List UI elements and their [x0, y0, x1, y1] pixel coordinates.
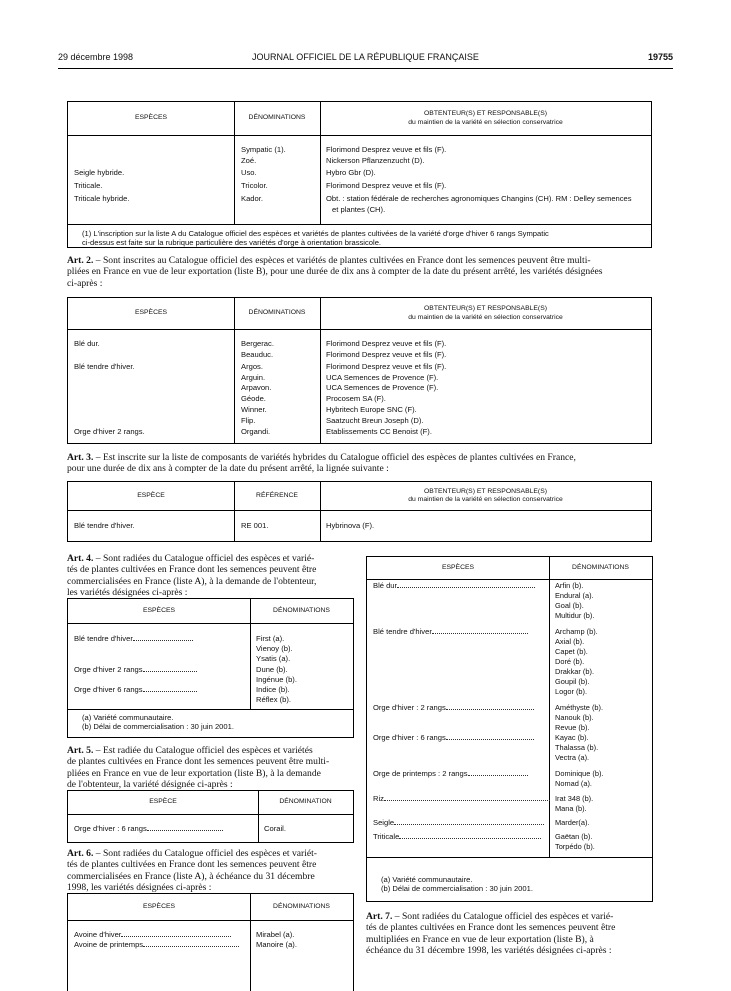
list-item: Orge de printemps : 2 rangs	[373, 770, 528, 778]
article-5: Art. 5. – Est radiée du Catalogue officiel des espèces et variétés de plantes cultivées en France dont les semences peuvent être multi- pliées en France en vue de leur exportation (liste B), à la demande de l'obtenteur, la variété désignée ci-après :	[67, 745, 330, 790]
col-header-denomination: DÉNOMINATION	[279, 798, 332, 806]
list-item: Orge d'hiver : 6 rangs	[373, 734, 534, 742]
table-row: Beauduc.	[241, 350, 274, 359]
table-2: ESPÈCES DÉNOMINATIONS OBTENTEUR(S) ET RESPONSABLE(S) du maintien de la variété en sélection conservatrice Blé dur. Bergerac. Florimond Desprez veuve et fils (F). Beauduc. Florimond Desprez veuve et fils (F). Blé tendre d'hiver. Argos. Florimond Desprez veuve et fils (F). Arguin. UCA Semences de Provence (F). Arpavon. UCA Semences de Provence (F). Géode. Procosem SA (F). Winner. Hybritech Europe SNC (F). Flip. Saatzucht Breun Joseph (D). Orge d'hiver 2 rangs. Organdi. Etablissements CC Benoist (F).	[67, 297, 652, 444]
table-row: Blé tendre d'hiver.	[74, 362, 135, 371]
col-header-especes: ESPÈCES	[142, 902, 176, 910]
article-2: Art. 2. – Sont inscrites au Catalogue officiel des espèces et variétés de plantes cultivées en France dont les semences peuvent être multi- pliées en France en vue de leur exportation (liste B), pour une durée de dix ans à compter de la date du présent arrêté, les variétés désignées ci-après :	[67, 255, 603, 289]
list-item: Blé dur	[373, 582, 535, 590]
col-header-espece: ESPÈCE	[149, 798, 177, 806]
table-row: Orge d'hiver 2 rangs	[74, 666, 197, 674]
journal-title: JOURNAL OFFICIEL DE LA RÉPUBLIQUE FRANÇAISE	[252, 52, 479, 62]
table-7: ESPÈCES DÉNOMINATIONS Blé dur Arfin (b). Endural (a). Goal (b). Multidur (b). Blé tendre d'hiver Archamp (b). Axial (b). Capet (b). Doré (b). Drakkar (b). Goupil (b). Logor (b). Orge d'hiver : 2 rangs Améthyste (b). Nanouk (b). Revue (b). Orge d'hiver : 6 rangs Kayac (b). Thalassa (b). Vectra (a). Orge de printemps : 2 rangs Dominique (b). Nomad (a). Riz Irat 348 (b). Mana (b). Seigle Marder(a). Triticale Gaëtan (b). Torpédo (b). (a) Variété communautaire. (b) Délai de commercialisation : 30 juin 2001.	[366, 556, 653, 902]
table-4: ESPÈCES DÉNOMINATIONS Blé tendre d'hiver First (a). Vienoy (b). Ysatis (a). Orge d'hiver 2 rangs Dune (b). Ingénue (b). Orge d'hiver 6 rangs Indice (b). Réflex (b). (a) Variété communautaire. (b) Délai de commercialisation : 30 juin 2001.	[67, 598, 354, 738]
col-header-denominations: DÉNOMINATIONS	[273, 606, 330, 614]
col-header-especes: ESPÈCES	[142, 606, 176, 614]
list-item: Riz	[373, 795, 550, 803]
article-7: Art. 7. – Sont radiées du Catalogue officiel des espèces et varié- tés de plantes cultivées en France dont les semences peuvent être multipliées en France en vue de leur exportation (liste B), à échéance du 31 décembre 1998, les variétés désignées ci-après :	[366, 911, 616, 956]
col-header-especes: ESPÈCES	[134, 309, 168, 317]
col-header-denominations: DÉNOMINATIONS	[572, 563, 629, 571]
table-row: Triticale hybride.	[74, 194, 130, 203]
table-row: Avoine d'hiver	[74, 931, 231, 939]
article-3: Art. 3. – Est inscrite sur la liste de composants de variétés hybrides du Catalogue officiel des espèces de plantes cultivées en France, pour une durée de dix ans à compter de la date du présent arrêté, la lignée suivante :	[67, 452, 576, 475]
col-header-especes: ESPÈCES	[441, 563, 475, 571]
table-7-footnote: (a) Variété communautaire. (b) Délai de commercialisation : 30 juin 2001.	[381, 875, 533, 894]
col-header-obtenteur: OBTENTEUR(S) ET RESPONSABLE(S) du maintien de la variété en sélection conservatrice	[408, 110, 563, 126]
table-row: Flip.	[241, 416, 256, 425]
table-row: Ingénue (b).	[256, 675, 297, 684]
table-row: Sympatic (1).	[241, 145, 286, 154]
table-row: Orge d'hiver : 6 rangs	[74, 825, 223, 833]
table-row: Orge d'hiver 2 rangs.	[74, 427, 145, 436]
issue-date: 29 décembre 1998	[58, 52, 134, 62]
col-header-espece: ESPÈCE	[137, 491, 165, 499]
table-row: Réflex (b).	[256, 695, 292, 704]
table-row: Arguin.	[241, 373, 266, 382]
table-row: Géode.	[241, 394, 266, 403]
col-header-obtenteur: OBTENTEUR(S) ET RESPONSABLE(S) du maintien de la variété en sélection conservatrice	[408, 305, 563, 321]
table-row: Triticale.	[74, 181, 103, 190]
page-number: 19755	[647, 52, 673, 62]
table-4-footnote: (a) Variété communautaire. (b) Délai de commercialisation : 30 juin 2001.	[82, 713, 234, 732]
table-row: Blé tendre d'hiver	[74, 635, 246, 643]
table-row: Orge d'hiver 6 rangs	[74, 686, 197, 694]
table-row: Winner.	[241, 405, 267, 414]
list-item: Triticale	[373, 833, 541, 841]
col-header-especes: ESPÈCES	[134, 114, 168, 122]
table-row: Arpavon.	[241, 383, 272, 392]
table-6: ESPÈCES DÉNOMINATIONS Avoine d'hiver Mirabel (a). Avoine de printemps Manoire (a).	[67, 893, 354, 991]
table-row: Vienoy (b).	[256, 644, 293, 653]
table-1: ESPÈCES DÉNOMINATIONS OBTENTEUR(S) ET RESPONSABLE(S) du maintien de la variété en sélection conservatrice Sympatic (1). Florimond Desprez veuve et fils (F). Zoé. Nickerson Pflanzenzucht (D). Seigle hybride. Uso. Hybro Gbr (D). Triticale. Tricolor. Florimond Desprez veuve et fils (F). Triticale hybride. Kador. Obt. : station fédérale de recherches agronomiques Changins (CH). RM : Delley semences et plantes (CH). (1) L'inscription sur la liste A du Catalogue officiel des espèces et variétés de plantes cultivées de la variété d'orge d'hiver 6 rangs Sympatic ci-dessus est faite sur la rubrique particulière des variétés d'orge à orientation brassicole.	[67, 101, 652, 248]
table-row: Avoine de printemps	[74, 941, 239, 949]
col-header-reference: RÉFÉRENCE	[256, 491, 298, 499]
col-header-obtenteur: OBTENTEUR(S) ET RESPONSABLE(S) du maintien de la variété en sélection conservatrice	[408, 487, 563, 503]
table-row: Seigle hybride.	[74, 168, 125, 177]
table-row: Blé tendre d'hiver.	[74, 521, 135, 530]
col-header-denominations: DÉNOMINATIONS	[273, 902, 330, 910]
table-row: Blé dur.	[74, 339, 100, 348]
col-header-denominations: DÉNOMINATIONS	[248, 309, 306, 317]
list-item: Orge d'hiver : 2 rangs	[373, 704, 534, 712]
list-item: Seigle	[373, 819, 544, 827]
table-5: ESPÈCE DÉNOMINATION Orge d'hiver : 6 rangs Corail.	[67, 790, 354, 843]
col-header-denominations: DÉNOMINATIONS	[248, 114, 306, 122]
table-row: Ysatis (a).	[256, 654, 291, 663]
article-4: Art. 4. – Sont radiées du Catalogue officiel des espèces et varié- tés de plantes cultivées en France dont les semences peuvent être commercialisées en France (liste A), à la demande de l'obtenteur, les variétés désignées ci-après :	[67, 553, 317, 598]
table-3: ESPÈCE RÉFÉRENCE OBTENTEUR(S) ET RESPONSABLE(S) du maintien de la variété en sélection conservatrice Blé tendre d'hiver. RE 001. Hybrinova (F).	[67, 481, 652, 542]
article-6: Art. 6. – Sont radiées du Catalogue officiel des espèces et variét- tés de plantes cultivées en France dont les semences peuvent être commercialisées en France (liste A), à échéance du 31 décembre 1998, les variétés désignées ci-après :	[67, 848, 317, 893]
header-rule	[58, 68, 673, 69]
list-item: Blé tendre d'hiver	[373, 628, 528, 636]
table-1-footnote: (1) L'inscription sur la liste A du Catalogue officiel des espèces et variétés de plantes cultivées de la variété d'orge d'hiver 6 rangs Sympatic ci-dessus est faite sur la rubrique particulière des variétés d'orge à orientation brassicole.	[82, 229, 549, 248]
table-row: Zoé.	[241, 156, 257, 165]
page-header	[58, 52, 673, 66]
